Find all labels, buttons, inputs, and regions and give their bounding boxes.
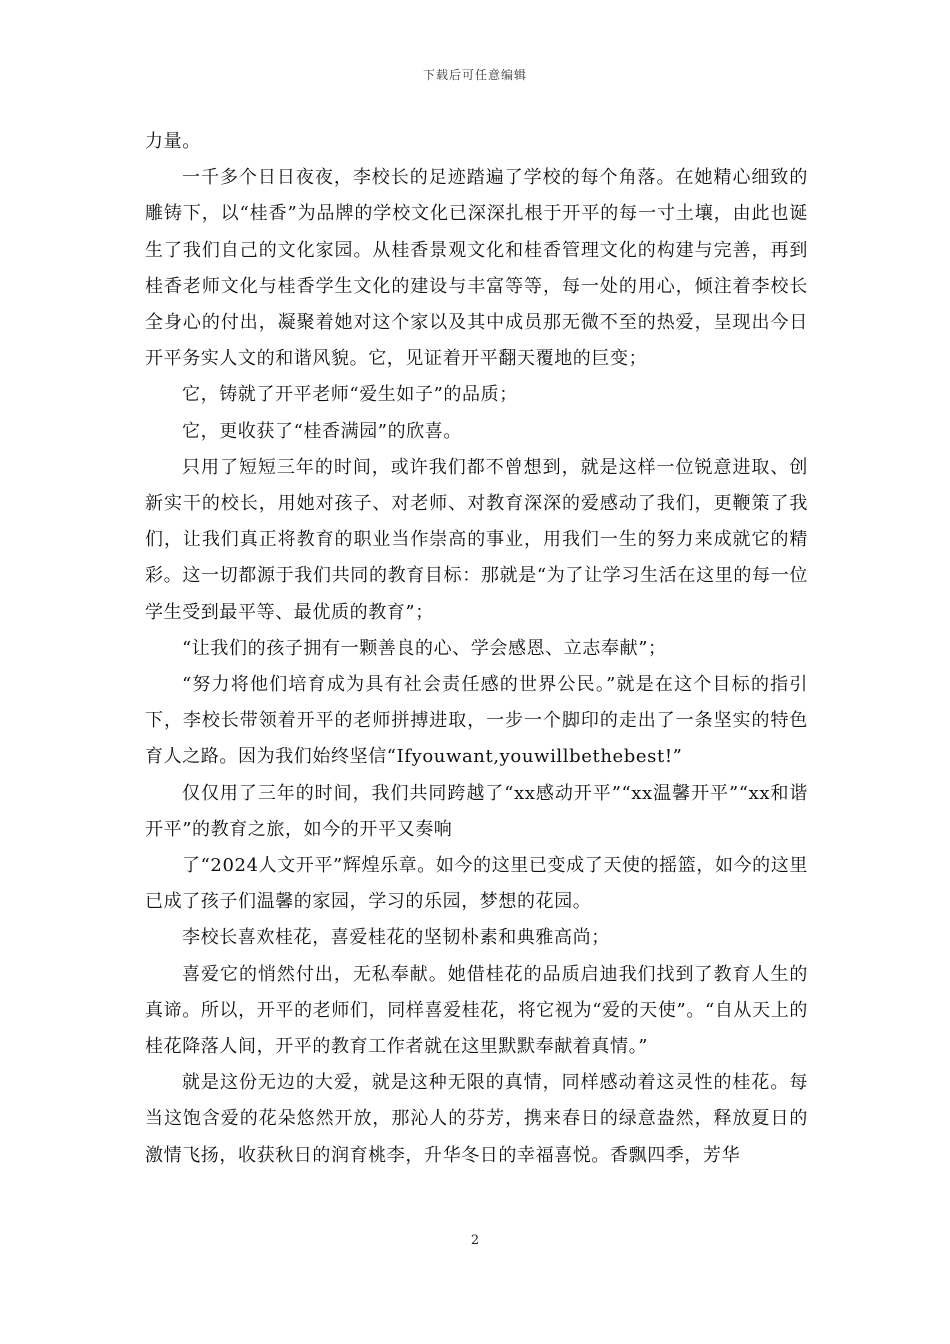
- paragraph-6: “让我们的孩子拥有一颗善良的心、学会感恩、立志奉献”；: [182, 637, 667, 659]
- paragraph-8: 仅仅用了三年的时间，我们共同跨越了“xx感动开平”“xx温馨开平”“xx和谐开平”的教育之旅，如今的开平又奏响: [145, 782, 808, 840]
- page-number: 2: [470, 1233, 480, 1248]
- paragraph-3: 它，铸就了开平老师“爱生如子”的品质；: [182, 384, 518, 406]
- paragraph-4: 它，更收获了“桂香满园”的欣喜。: [182, 420, 463, 442]
- page-header: 下载后可任意编辑: [422, 68, 527, 82]
- paragraph-1: 力量。: [145, 131, 201, 152]
- paragraph-9: 了“2024人文开平”辉煌乐章。如今的这里已变成了天使的摇篮，如今的这里已成了孩子们温馨的家园，学习的乐园，梦想的花园。: [145, 855, 808, 913]
- paragraph-5: 只用了短短三年的时间，或许我们都不曾想到，就是这样一位锐意进取、创新实干的校长，用她对孩子、对老师、对教育深深的爱感动了我们，更鞭策了我们，让我们真正将教育的职业当作崇高的事业，用我们一生的努力来成就它的精彩。这一切都源于我们共同的教育目标：那就是“为了让学习生活在这里的每一位学生受到最平等、最优质的教育”；: [145, 456, 808, 623]
- paragraph-10: 李校长喜欢桂花，喜爱桂花的坚韧朴素和典雅高尚；: [182, 927, 610, 949]
- document-body: [145, 124, 808, 1174]
- paragraph-7: “努力将他们培育成为具有社会责任感的世界公民。”就是在这个目标的指引下，李校长带领着开平的老师拼搏进取，一步一个脚印的走出了一条坚实的特色育人之路。因为我们始终坚信“Ifyouwant,youwillbethebest!”: [145, 674, 808, 768]
- paragraph-11: 喜爱它的悄然付出，无私奉献。她借桂花的品质启迪我们找到了教育人生的真谛。所以，开平的老师们，同样喜爱桂花，将它视为“爱的天使”。“自从天上的桂花降落人间，开平的教育工作者就在这里默默奉献着真情。”: [145, 963, 808, 1058]
- paragraph-12: 就是这份无边的大爱，就是这种无限的真情，同样感动着这灵性的桂花。每当这饱含爱的花朵悠然开放，那沁人的芬芳，携来春日的绿意盎然，释放夏日的激情飞扬，收获秋日的润育桃李，升华冬日的幸福喜悦。香飘四季，芳华: [145, 1072, 808, 1166]
- paragraph-2: 一千多个日日夜夜，李校长的足迹踏遍了学校的每个角落。在她精心细致的雕铸下，以“桂香”为品牌的学校文化已深深扎根于开平的每一寸土壤，由此也诞生了我们自己的文化家园。从桂香景观文化和桂香管理文化的构建与完善，再到桂香老师文化与桂香学生文化的建设与丰富等等，每一处的用心，倾注着李校长全身心的付出，凝聚着她对这个家以及其中成员那无微不至的热爱，呈现出今日开平务实人文的和谐风貌。它，见证着开平翻天覆地的巨变；: [145, 167, 808, 370]
